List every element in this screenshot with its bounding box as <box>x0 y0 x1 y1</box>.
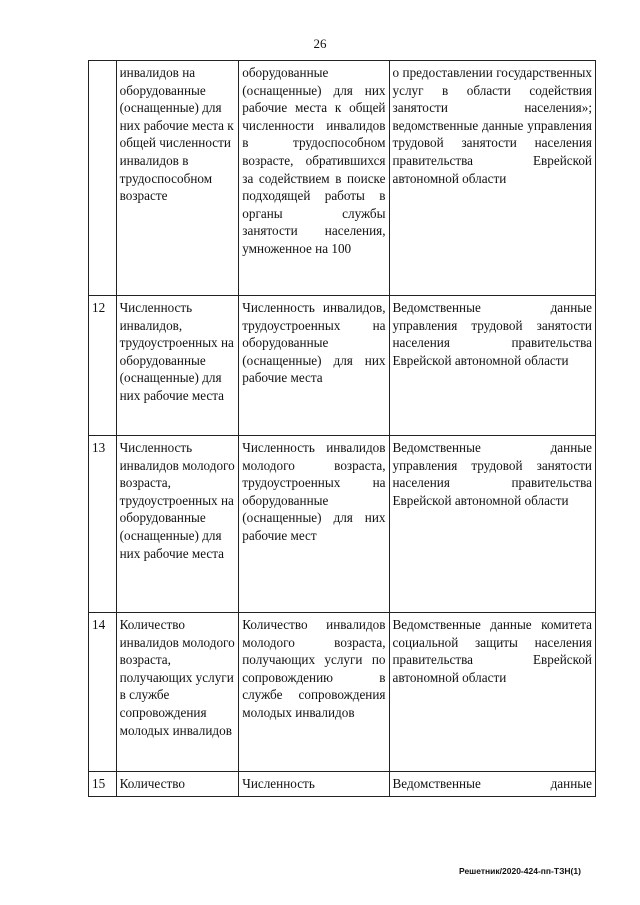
row-number: 12 <box>89 296 117 436</box>
calculation-method-cell: Численность инвалидов молодого возраста, трудоустроенных на оборудованные (оснащенные) для них рабочие мест <box>239 436 389 613</box>
row-number <box>89 61 117 296</box>
data-source-cell: Ведомственные данные комитета социальной защиты населения правительства Еврейской автономной области <box>389 613 596 772</box>
document-code: Решетник/2020-424-пп-ТЗН(1) <box>459 866 581 876</box>
data-source-cell: Ведомственные данные управления трудовой занятости населения правительства Еврейской автономной области <box>389 296 596 436</box>
row-number: 13 <box>89 436 117 613</box>
data-source-cell: Ведомственные данные управления трудовой занятости населения правительства Еврейской автономной области <box>389 436 596 613</box>
table-row <box>89 772 596 797</box>
indicator-name-cell: Численность инвалидов молодого возраста, трудоустроенных на оборудованные (оснащенные) для них рабочие места <box>116 436 239 613</box>
table-row <box>89 61 596 296</box>
data-source-cell: о предоставлении государственных услуг в области содействия занятости населения»; ведомственные данные управления трудовой занятости населения правительства Еврейской автономной области <box>389 61 596 296</box>
indicator-name-cell: Численность инвалидов, трудоустроенных на оборудованные (оснащенные) для них рабочие места <box>116 296 239 436</box>
data-source-cell: Ведомственные данные <box>389 772 596 797</box>
calculation-method-cell: Количество инвалидов молодого возраста, получающих услуги по сопровождению в службе сопровождения молодых инвалидов <box>239 613 389 772</box>
indicator-name-cell: Количество <box>116 772 239 797</box>
indicators-table <box>88 60 596 797</box>
table-row <box>89 613 596 772</box>
calculation-method-cell: Численность инвалидов, трудоустроенных на оборудованные (оснащенные) для них рабочие места <box>239 296 389 436</box>
row-number: 15 <box>89 772 117 797</box>
table-row <box>89 436 596 613</box>
row-number: 14 <box>89 613 117 772</box>
table-row <box>89 296 596 436</box>
indicator-name-cell: инвалидов на оборудованные (оснащенные) для них рабочие места к общей численности инвалидов в трудоспособном возрасте <box>116 61 239 296</box>
indicator-name-cell: Количество инвалидов молодого возраста, получающих услуги в службе сопровождения молодых инвалидов <box>116 613 239 772</box>
calculation-method-cell: оборудованные (оснащенные) для них рабочие места к общей численности инвалидов в трудоспособном возрасте, обратившихся за содействием в поиске подходящей работы в органы службы занятости населения, умноженное на 100 <box>239 61 389 296</box>
page-number: 26 <box>313 36 327 51</box>
calculation-method-cell: Численность <box>239 772 389 797</box>
